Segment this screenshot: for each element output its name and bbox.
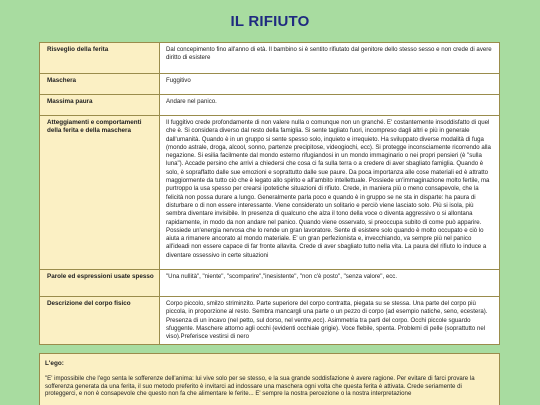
ego-text: "E' impossibile che l'ego senta le sofferenze dell'anima: lui vive solo per se stesso, e la sua grande soddisfazione è avere ragione. Per evitare di farci provare la sofferenza generata da una ferita, il suo metodo preferito è invitarci ad indossare una maschera ogni volta che questa ferita è attivata. Crede seriamente di proteggerci, e non è consapevole che questo non fa che alimentare le ferite... E' sempre la nostra percezione o la nostra interpretazione <box>45 375 475 398</box>
page-title: IL RIFIUTO <box>230 13 310 30</box>
table-row <box>40 43 500 74</box>
row-value-parole: "Una nullità", "niente", "scomparire","inesistente", "non c'è posto", "senza valore", ecc. <box>160 270 500 297</box>
row-value-corpo: Corpo piccolo, smilzo striminzito. Parte superiore del corpo contratta, piegata su se stessa. Una parte del corpo più piccola, in proporzione al resto. Sembra mancargli una parte o un pezzo di corpo (ad esempio natiche, seno, ecestera). Presenza di un incavo (nel petto, sul dorso, nel ventre,ecc). Asimmetria tra parti del corpo. Occhi piccole sguardo sfuggente. Maschere attorno agli occhi (evidenti occhiaie grigie). Voce flebile, spenta. Problemi di pelle (soprattutto nel viso).Preferisce vestirsi di nero <box>160 297 500 345</box>
table-row <box>40 116 500 270</box>
table-row <box>40 270 500 297</box>
row-label-corpo: Descrizione del corpo fisico <box>40 297 160 345</box>
row-label-atteggiamenti: Atteggiamenti e comportamenti della ferita e della maschera <box>40 116 160 270</box>
ego-heading: L'ego: <box>45 360 64 367</box>
row-label-maschera: Maschera <box>40 74 160 95</box>
row-label-risveglio: Risveglio della ferita <box>40 43 160 74</box>
row-label-paura: Massima paura <box>40 95 160 116</box>
table-row <box>40 74 500 95</box>
ego-box <box>39 353 500 405</box>
table-row <box>40 95 500 116</box>
table-row <box>40 297 500 345</box>
row-value-atteggiamenti: Il fuggitivo crede profondamente di non valere nulla o comunque non un granché. E' costantemente insoddisfatto di quel che è. Si considera diverso dal resto della famiglia. Si sente tagliato fuori, incompreso dagli altri e più in generale dall'umanità. Quando è in un gruppo si sente spesso solo, inquieto e irrequieto. Ha sviluppato diverse modalità di fuga (mondo astrale, droga, alcool, sonno, partenze precipitose, videogiochi, ecc). Si protegge inconsciamente ricorrendo alla negazione. Si esilia facilmente dal mondo esterno rifugiandosi in un mondo immaginario o nei propri pensieri (è "sulla luna"). Accade persino che arrivi a chiedersi che cosa ci fa sulla terra o a credere di aver sbagliato famiglia. Quando è solo, è sopraffatto dalle sue emozioni e soprattutto dalle sue paure. Da poca importanza alle cose materiali ed è attratto maggiormente da tutto ciò che è legato allo spirito e all'ambito intellettuale. Possiede un'immaginazione molto fertile, ma purtroppo la usa spesso per crearsi ipotetiche situazioni di rifiuto. Crede, in maniera più o meno consapevole, che la felicità non possa durare a lungo. Generalmente parla poco e quando è in gruppo se ne sta in disparte: ha paura di disturbare o di non essere interessante. Viene considerato un solitario e perciò viene lasciato solo. Più si isola, più sembra diventare invisibile. In presenza di qualcuno che alza il tono della voce o diventa aggressivo o si allontana rapidamente, in modo da non andare nel panico. Quando viene osservato, si preoccupa subito di come può apparire. Possiede un'energia nervosa che lo rende un gran lavoratore. Sente di esistere solo quando è molto occupato e ciò lo aiuta a rimanere ancorato al mondo materiale. E' un gran perfezionista e, invecchiando, va sempre più nel panico all'ideadi non essere capace di far fronte allavita. Crede di aver sbagliato tutto nella vita. La paura del rifiuto lo induce a diventare ossessivo in certe situazioni <box>160 116 500 270</box>
row-value-paura: Andare nel panico. <box>160 95 500 116</box>
row-label-parole: Parole ed espressioni usate spesso <box>40 270 160 297</box>
row-value-maschera: Fuggitivo <box>160 74 500 95</box>
wound-table <box>39 42 500 345</box>
row-value-risveglio: Dal concepimento fino all'anno di età. Il bambino si è sentito rifiutato dal genitore dello stesso sesso e non crede di avere diritto di esistere <box>160 43 500 74</box>
